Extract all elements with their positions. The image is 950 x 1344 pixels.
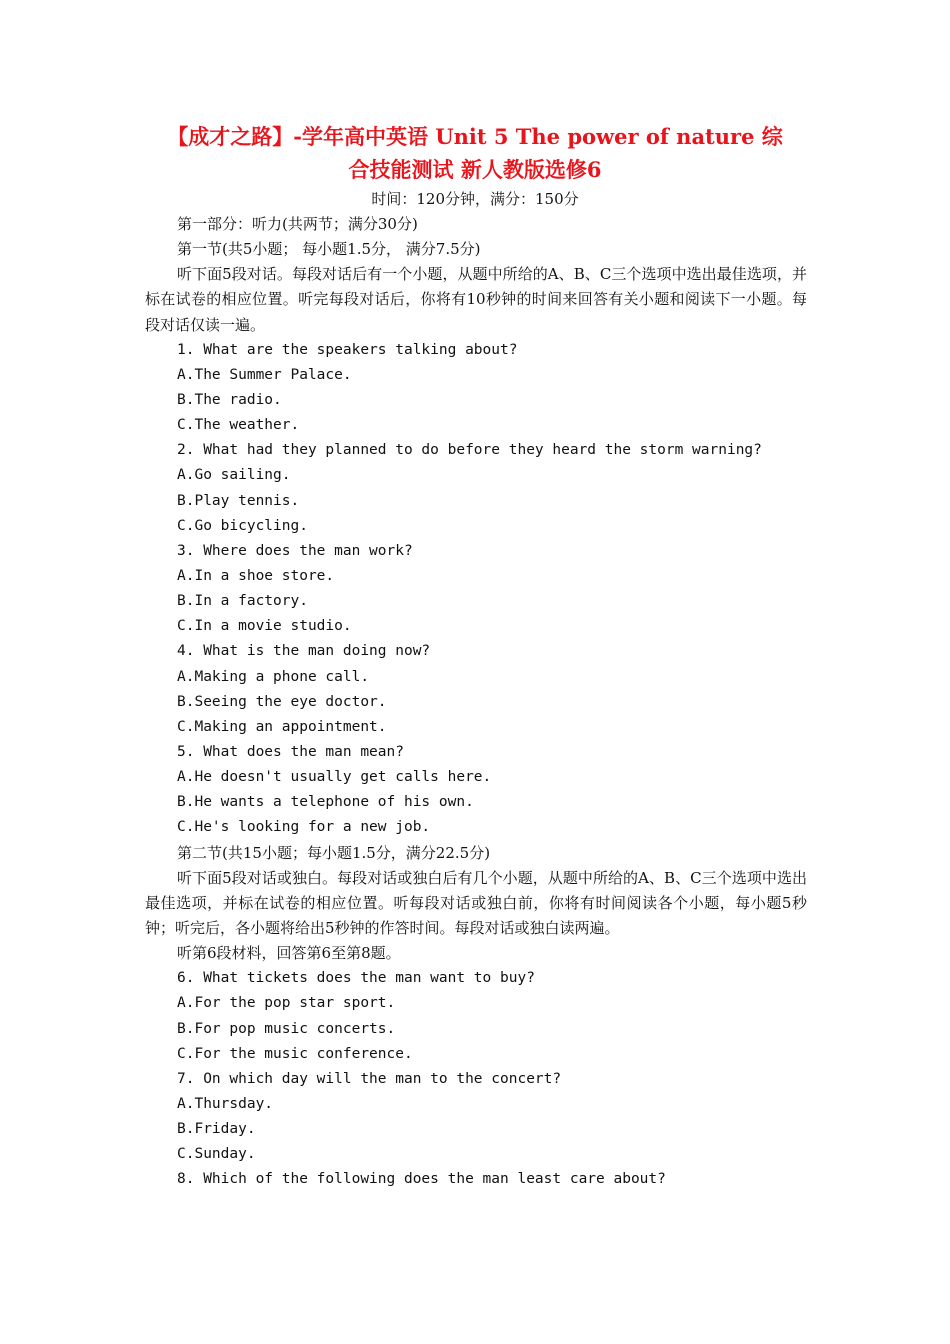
option-2a: A.Go sailing.	[177, 467, 291, 484]
option-6c: C.For the music conference.	[177, 1045, 413, 1062]
document-title-line-2: 合技能测试 新人教版选修6	[348, 157, 602, 182]
option-3c: C.In a movie studio.	[177, 618, 352, 635]
option-3a: A.In a shoe store.	[177, 568, 335, 585]
option-3b: B.In a factory.	[177, 593, 308, 610]
option-4c: C.Making an appointment.	[177, 718, 387, 735]
section2-instructions: 听下面5段对话或独白。每段对话或独白后有几个小题，从题中所给的A、B、C三个选项中选出最佳选项，并标在试卷的相应位置。听每段对话或独白前，你将有时间阅读各个小题，每小题5秒钟；听完后，各小题将给出5秒钟的作答时间。每段对话或独白读两遍。	[145, 868, 807, 938]
part1-heading: 第一部分：听力(共两节；满分30分)	[177, 215, 418, 233]
question-4: 4. What is the man doing now?	[177, 643, 431, 660]
section2-questions	[145, 966, 807, 1192]
option-6b: B.For pop music concerts.	[177, 1020, 396, 1037]
option-1c: C.The weather.	[177, 417, 300, 434]
option-2b: B.Play tennis.	[177, 492, 300, 509]
document-body	[145, 212, 807, 1193]
option-4a: A.Making a phone call.	[177, 668, 370, 685]
section1-questions	[145, 338, 807, 841]
document-title-line-1: 【成才之路】-学年高中英语 Unit 5 The power of nature 综	[167, 124, 783, 149]
question-6: 6. What tickets does the man want to buy?	[177, 970, 535, 987]
option-6a: A.For the pop star sport.	[177, 995, 396, 1012]
option-2c: C.Go bicycling.	[177, 517, 308, 534]
question-1: 1. What are the speakers talking about?	[177, 341, 518, 358]
option-1b: B.The radio.	[177, 392, 282, 409]
time-score-info: 时间：120分钟，满分：150分	[371, 190, 579, 208]
question-3: 3. Where does the man work?	[177, 542, 413, 559]
question-7: 7. On which day will the man to the concert?	[177, 1070, 562, 1087]
option-5b: B.He wants a telephone of his own.	[177, 794, 474, 811]
option-4b: B.Seeing the eye doctor.	[177, 693, 387, 710]
option-5a: A.He doesn't usually get calls here.	[177, 769, 492, 786]
question-8: 8. Which of the following does the man least care about?	[177, 1171, 666, 1188]
option-5c: C.He's looking for a new job.	[177, 819, 431, 836]
section2-heading: 第二节(共15小题；每小题1.5分，满分22.5分)	[177, 843, 491, 862]
option-1a: A.The Summer Palace.	[177, 366, 352, 383]
question-2: 2. What had they planned to do before they heard the storm warning?	[177, 442, 762, 459]
section1-heading: 第一节(共5小题； 每小题1.5分， 满分7.5分)	[177, 240, 481, 259]
option-7a: A.Thursday.	[177, 1096, 274, 1113]
option-7c: C.Sunday.	[177, 1146, 256, 1163]
section1-instructions: 听下面5段对话。每段对话后有一个小题，从题中所给的A、B、C三个选项中选出最佳选项，并标在试卷的相应位置。听完每段对话后，你将有10秒钟的时间来回答有关小题和阅读下一小题。每段对话仅读一遍。	[145, 265, 807, 334]
material-6-note: 听第6段材料，回答第6至第8题。	[177, 944, 401, 963]
option-7b: B.Friday.	[177, 1121, 256, 1138]
question-5: 5. What does the man mean?	[177, 744, 404, 760]
